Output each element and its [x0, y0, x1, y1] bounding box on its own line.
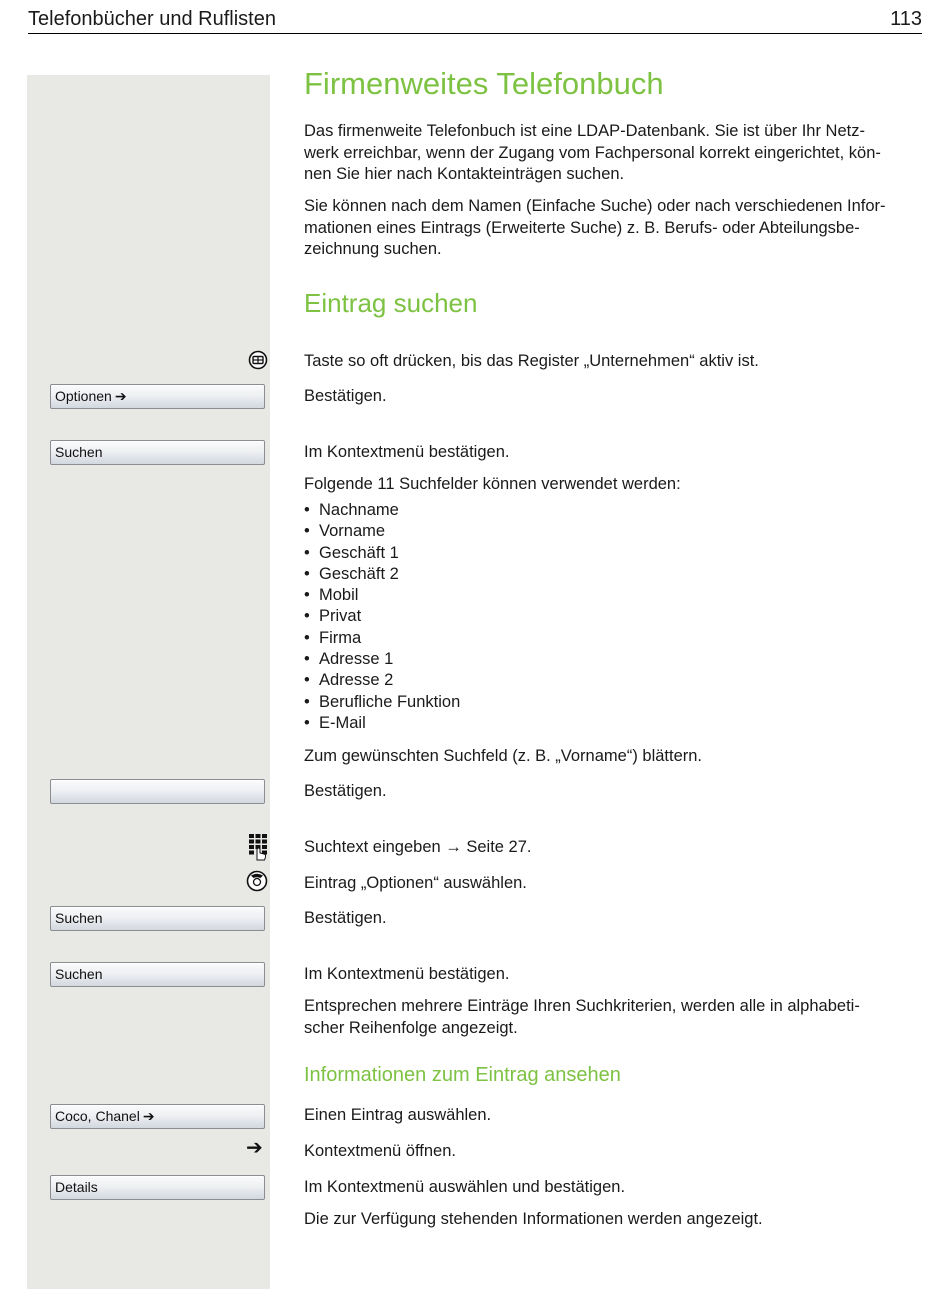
intro-line: werk erreichbar, wenn der Zugang vom Fachpersonal korrekt eingerichtet, kön- — [304, 143, 881, 162]
list-item: • Geschäft 1 — [304, 543, 399, 562]
search-methods-paragraph — [304, 196, 924, 261]
info-shown-text: Die zur Verfügung stehenden Informationen werden angezeigt. — [304, 1210, 763, 1228]
list-item: • Adresse 2 — [304, 671, 394, 690]
list-item: • Vorname — [304, 522, 386, 541]
keypad-icon — [248, 833, 270, 861]
header-title: Telefonbücher und Ruflisten — [28, 8, 276, 30]
step-confirm-text: Bestätigen. — [304, 909, 387, 927]
scroll-field-text: Zum gewünschten Suchfeld (z. B. „Vorname“) blättern. — [304, 747, 703, 765]
result-paragraph — [304, 996, 924, 1039]
page-header — [28, 6, 922, 34]
list-item: • Geschäft 2 — [304, 564, 399, 583]
search-line: zeichnung suchen. — [304, 240, 442, 258]
search-line: mationen eines Eintrags (Erweiterte Suche) z. B. Berufs- oder Abteilungsbe- — [304, 218, 860, 237]
page-title: Firmenweites Telefonbuch — [304, 66, 664, 101]
softkey-label: Optionen — [55, 388, 112, 404]
section-heading-info: Informationen zum Eintrag ansehen — [304, 1064, 621, 1086]
list-item: • Firma — [304, 628, 362, 647]
list-item: • Berufliche Funktion — [304, 692, 461, 711]
search-fields-list — [304, 500, 460, 734]
details-softkey[interactable] — [50, 1175, 265, 1200]
search-softkey[interactable] — [50, 440, 265, 465]
intro-paragraph — [304, 121, 924, 186]
section-heading-search: Eintrag suchen — [304, 288, 478, 318]
enter-text-step: Suchtext eingeben → Seite 27. — [304, 838, 532, 856]
arrow-right-icon: ➔ — [114, 388, 127, 404]
list-item: • Nachname — [304, 501, 399, 519]
softkey-label: Coco, Chanel — [55, 1108, 140, 1124]
list-item: • Adresse 1 — [304, 650, 394, 669]
contact-softkey[interactable] — [50, 1104, 265, 1129]
softkey-label: Suchen — [55, 910, 103, 926]
list-item: • Privat — [304, 607, 362, 626]
fields-intro-text: Folgende 11 Suchfelder können verwendet werden: — [304, 475, 681, 493]
step-tab-text: Taste so oft drücken, bis das Register „Unternehmen“ aktiv ist. — [304, 352, 759, 370]
page-number: 113 — [890, 8, 922, 30]
intro-line: Das firmenweite Telefonbuch ist eine LDAP-Datenbank. Sie ist über Ihr Netz- — [304, 122, 865, 140]
search-softkey[interactable] — [50, 962, 265, 987]
select-options-text: Eintrag „Optionen“ auswählen. — [304, 874, 527, 892]
list-item: • E-Mail — [304, 713, 366, 732]
options-softkey[interactable] — [50, 384, 265, 409]
result-line: Entsprechen mehrere Einträge Ihren Suchkriterien, werden alle in alphabeti- — [304, 997, 860, 1015]
navigator-down-icon — [246, 870, 268, 892]
open-context-text: Kontextmenü öffnen. — [304, 1142, 456, 1160]
select-confirm-text: Im Kontextmenü auswählen und bestätigen. — [304, 1178, 626, 1196]
search-softkey[interactable] — [50, 906, 265, 931]
arrow-right-icon[interactable]: ➔ — [246, 1137, 263, 1159]
result-line: scher Reihenfolge angezeigt. — [304, 1018, 518, 1037]
tab-key-icon — [248, 350, 268, 370]
select-entry-text: Einen Eintrag auswählen. — [304, 1106, 492, 1124]
arrow-right-icon: ➔ — [142, 1108, 155, 1124]
intro-line: nen Sie hier nach Kontakteinträgen suchen. — [304, 165, 625, 183]
list-item: • Mobil — [304, 586, 359, 605]
search-line: Sie können nach dem Namen (Einfache Suche) oder nach verschiedenen Infor- — [304, 197, 886, 215]
step-confirm-text: Bestätigen. — [304, 387, 387, 405]
softkey-label: Suchen — [55, 444, 103, 460]
softkey-label: Details — [55, 1179, 98, 1195]
step-confirm-text: Bestätigen. — [304, 782, 387, 800]
softkey-label: Suchen — [55, 966, 103, 982]
step-context-confirm-text: Im Kontextmenü bestätigen. — [304, 443, 510, 461]
step-context-confirm-text: Im Kontextmenü bestätigen. — [304, 965, 510, 983]
blank-softkey[interactable] — [50, 779, 265, 804]
